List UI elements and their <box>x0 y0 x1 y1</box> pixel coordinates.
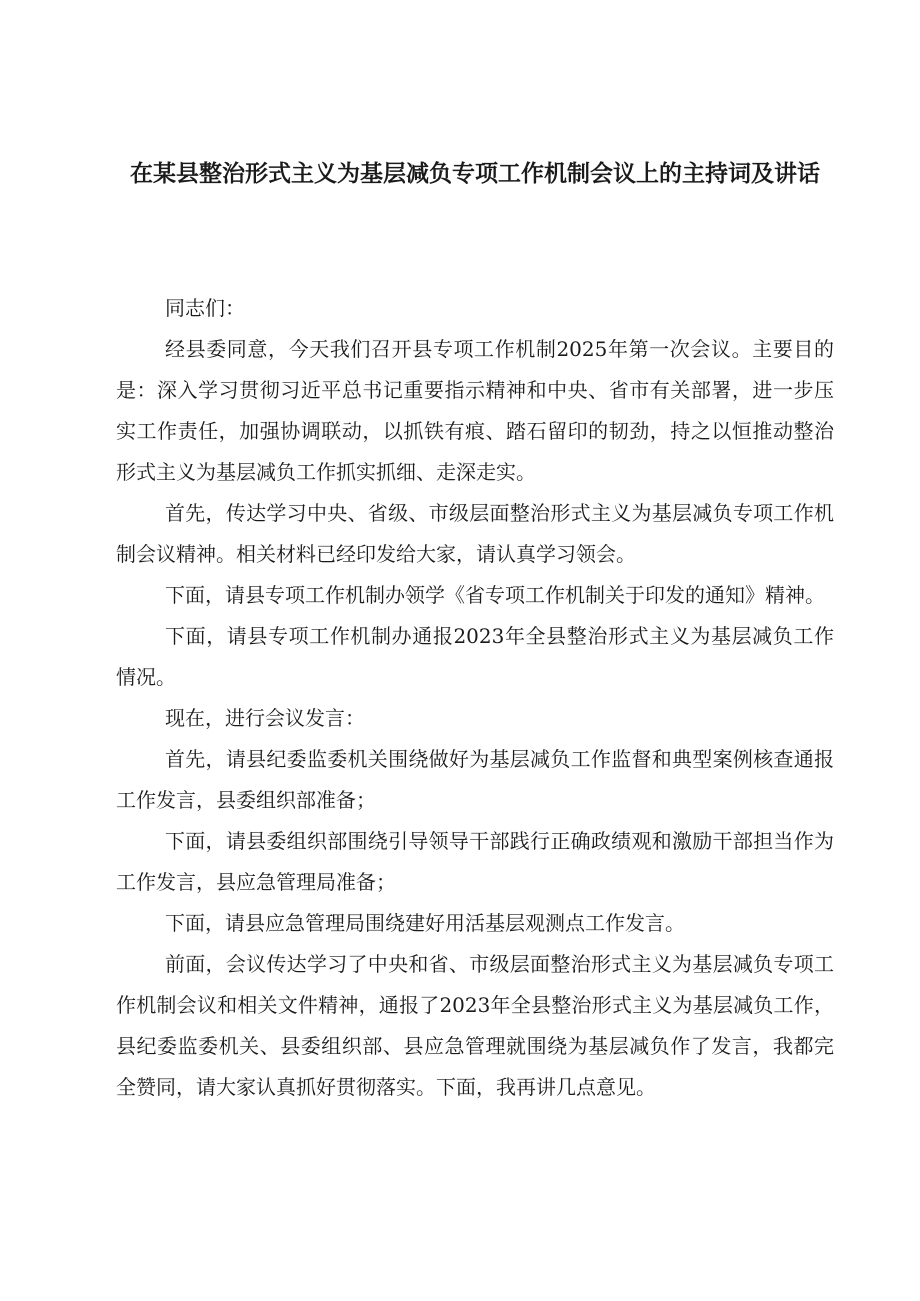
paragraph: 下面，请县专项工作机制办领学《省专项工作机制关于印发的通知》精神。 <box>165 583 825 607</box>
paragraph: 下面，请县专项工作机制办通报2023年全县整治形式主义为基层减负工作情况。 <box>116 624 834 689</box>
paragraph: 下面，请县应急管理局围绕建好用活基层观测点工作发言。 <box>165 911 685 935</box>
paragraph: 前面，会议传达学习了中央和省、市级层面整治形式主义为基层减负专项工作机制会议和相关文件精神，通报了2023年全县整治形式主义为基层减负工作，县纪委监委机关、县委组织部、县应急管理就围绕为基层减负作了发言，我都完全赞同，请大家认真抓好贯彻落实。下面，我再讲几点意见。 <box>116 952 834 1099</box>
paragraph: 经县委同意，今天我们召开县专项工作机制2025年第一次会议。主要目的是：深入学习贯彻习近平总书记重要指示精神和中央、省市有关部署，进一步压实工作责任，加强协调联动，以抓铁有痕、踏石留印的韧劲，持之以恒推动整治形式主义为基层减负工作抓实抓细、走深走实。 <box>116 337 834 484</box>
document-body <box>116 288 834 1108</box>
paragraph: 现在，进行会议发言： <box>165 706 365 730</box>
paragraph-salutation: 同志们： <box>165 296 245 320</box>
paragraph: 下面，请县委组织部围绕引导领导干部践行正确政绩观和激励干部担当作为工作发言，县应急管理局准备； <box>116 829 834 894</box>
paragraph: 首先，请县纪委监委机关围绕做好为基层减负工作监督和典型案例核查通报工作发言，县委组织部准备； <box>116 747 834 812</box>
paragraph: 首先，传达学习中央、省级、市级层面整治形式主义为基层减负专项工作机制会议精神。相关材料已经印发给大家，请认真学习领会。 <box>116 501 834 566</box>
document-title: 在某县整治形式主义为基层减负专项工作机制会议上的主持词及讲话 <box>130 161 820 187</box>
